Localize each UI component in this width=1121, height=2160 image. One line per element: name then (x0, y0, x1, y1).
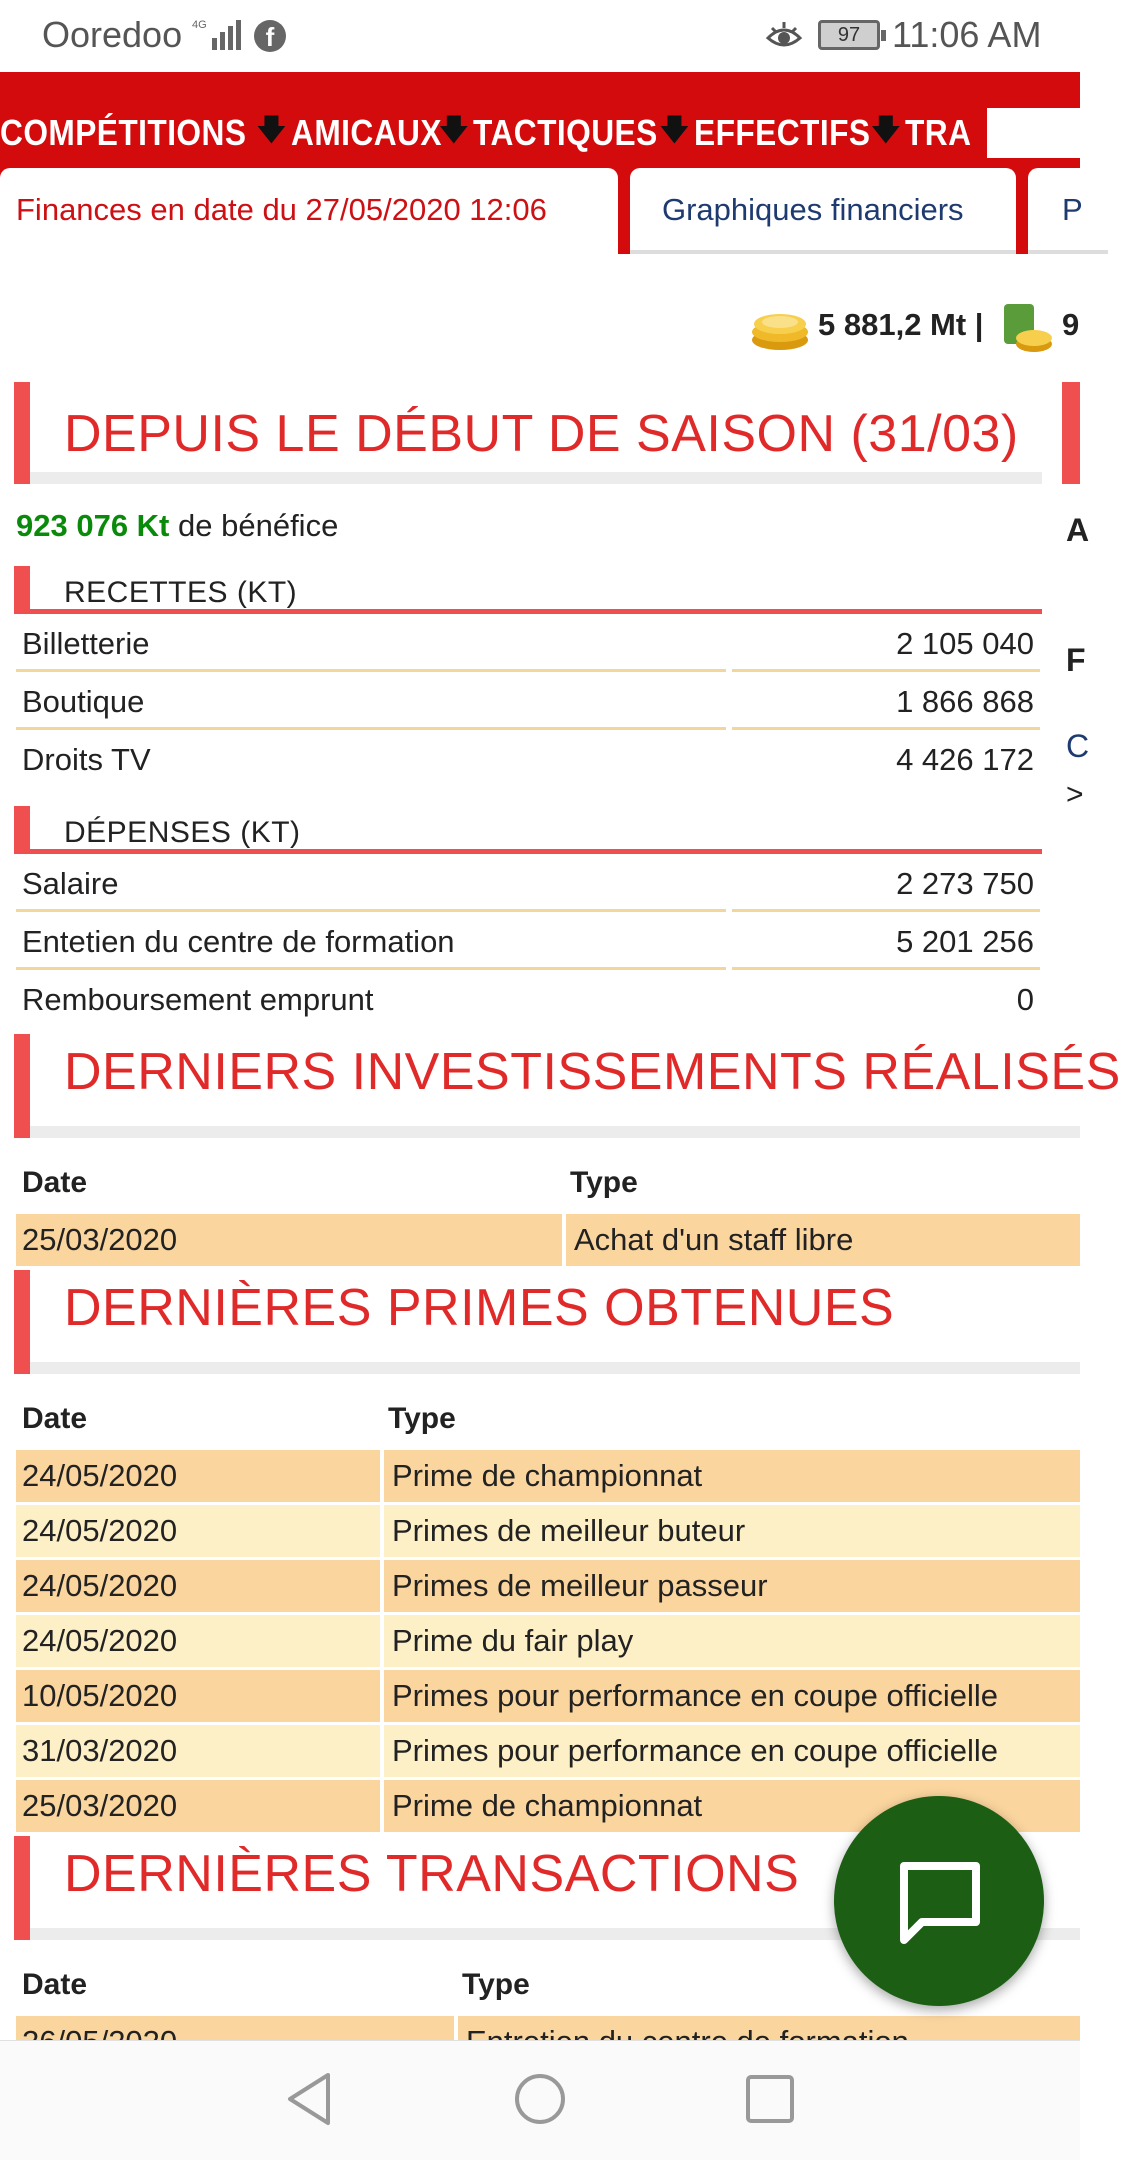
section-accent-bar (14, 1836, 30, 1940)
recettes-header (14, 566, 1042, 614)
column-header-date: Date (22, 1402, 88, 1435)
arrow-down-icon: 🡇 (659, 113, 690, 147)
recette-value: 2 105 040 (896, 626, 1034, 661)
side-letter: F (1066, 642, 1086, 678)
primes-section-header (14, 1270, 1080, 1374)
back-icon[interactable] (284, 2071, 336, 2127)
table-row (16, 1214, 1080, 1266)
table-row (16, 1505, 1080, 1557)
recette-label: Billetterie (22, 626, 150, 661)
row-type: Achat d'un staff libre (566, 1214, 1080, 1266)
tab-finances-label: Finances en date du 27/05/2020 12:06 (16, 192, 547, 227)
network-type: 4G (192, 19, 207, 31)
home-icon[interactable] (512, 2071, 568, 2127)
row-date: 10/05/2020 (16, 1670, 380, 1722)
depenses-header (14, 806, 1042, 854)
row-type: Prime du fair play (384, 1615, 1080, 1667)
recents-icon[interactable] (744, 2073, 796, 2125)
android-nav-bar (0, 2040, 1080, 2160)
row-date: 31/03/2020 (16, 1725, 380, 1777)
status-bar (0, 0, 1080, 72)
second-balance: 9 (1062, 307, 1080, 342)
nav-item-effectifs[interactable]: EFFECTIFS (693, 112, 871, 153)
section-rule (30, 1126, 1080, 1138)
row-date: 25/03/2020 (16, 1780, 380, 1832)
column-header-date: Date (22, 1166, 88, 1199)
table-row (16, 1670, 1080, 1722)
recette-row (16, 614, 1040, 672)
nav-items (0, 108, 987, 158)
nav-item-competitions[interactable]: COMPÉTITIONS (0, 112, 247, 153)
recette-label: Droits TV (22, 742, 151, 777)
side-column-bar (1062, 382, 1080, 484)
investments-title: DERNIERS INVESTISSEMENTS RÉALISÉS (64, 1043, 1121, 1101)
depense-row (16, 854, 1040, 912)
tab-more[interactable] (1028, 168, 1108, 254)
transactions-clip (0, 2016, 1080, 2040)
column-header-type: Type (570, 1166, 638, 1199)
subsection-accent-bar (14, 806, 30, 854)
facebook-icon: f (254, 20, 286, 52)
tab-finances[interactable] (0, 168, 618, 254)
depense-label: Entetien du centre de formation (22, 924, 455, 959)
column-header-date: Date (22, 1968, 88, 2001)
table-row (16, 1615, 1080, 1667)
season-section-header (14, 382, 1042, 484)
row-type: Primes de meilleur buteur (384, 1505, 1080, 1557)
depenses-title: DÉPENSES (KT) (64, 816, 301, 849)
side-link[interactable]: C (1066, 728, 1090, 764)
table-row (16, 1560, 1080, 1612)
nav-item-tactiques[interactable]: TACTIQUES (473, 112, 658, 153)
row-type: Prime de championnat (384, 1450, 1080, 1502)
recette-label: Boutique (22, 684, 145, 719)
section-rule (30, 472, 1042, 484)
row-date: 25/03/2020 (16, 1214, 562, 1266)
row-date: 24/05/2020 (16, 1505, 380, 1557)
primes-title: DERNIÈRES PRIMES OBTENUES (64, 1279, 895, 1337)
main-nav-bar (0, 72, 1080, 158)
column-header-type: Type (388, 1402, 456, 1435)
arrow-down-icon: 🡇 (256, 113, 287, 147)
depense-value: 0 (1016, 982, 1034, 1017)
section-accent-bar (14, 1270, 30, 1374)
depense-value: 5 201 256 (896, 924, 1034, 959)
column-header-type: Type (462, 1968, 530, 2001)
tab-bar (0, 158, 1083, 254)
coins-icon (750, 304, 810, 352)
side-letter: > (1066, 778, 1084, 811)
money-bag-icon (998, 300, 1054, 356)
profit-value: 923 076 Kt (16, 508, 170, 543)
nav-item-transferts[interactable]: TRA (905, 112, 972, 153)
row-date: 24/05/2020 (16, 1615, 380, 1667)
section-rule (30, 1362, 1080, 1374)
investments-section-header (14, 1034, 1121, 1138)
season-title: DEPUIS LE DÉBUT DE SAISON (31/03) (64, 405, 1019, 463)
depense-label: Salaire (22, 866, 119, 901)
status-clock: 11:06 AM (892, 14, 1042, 55)
row-date: 24/05/2020 (16, 1560, 380, 1612)
recette-value: 4 426 172 (896, 742, 1034, 777)
arrow-down-icon: 🡇 (438, 113, 470, 147)
side-letter: A (1066, 512, 1090, 548)
profit-label: de bénéfice (178, 508, 339, 543)
table-row (16, 1450, 1080, 1502)
row-type: Primes de meilleur passeur (384, 1560, 1080, 1612)
table-row (16, 1725, 1080, 1777)
chat-button[interactable] (834, 1796, 1044, 2006)
section-accent-bar (14, 382, 30, 484)
tab-financial-charts-label: Graphiques financiers (662, 192, 964, 227)
arrow-down-icon: 🡇 (870, 113, 902, 147)
row-type: Primes pour performance en coupe officielle (384, 1670, 1080, 1722)
row-type: Primes pour performance en coupe officielle (384, 1725, 1080, 1777)
nav-item-amicaux[interactable]: AMICAUX (290, 112, 442, 153)
eye-comfort-icon (764, 18, 804, 54)
recette-row (16, 672, 1040, 730)
recette-value: 1 866 868 (896, 684, 1034, 719)
money-balance: 5 881,2 Mt | (818, 307, 984, 342)
transactions-title: DERNIÈRES TRANSACTIONS (64, 1845, 800, 1903)
recette-row (16, 730, 1040, 788)
tab-more-label: P (1062, 192, 1083, 227)
section-accent-bar (14, 1034, 30, 1138)
row-date: 24/05/2020 (16, 1450, 380, 1502)
nav-strip (0, 108, 1080, 158)
depense-label: Remboursement emprunt (22, 982, 374, 1017)
chat-bubble-icon (892, 1854, 988, 1950)
depense-row (16, 970, 1040, 1028)
signal-icon (192, 16, 244, 56)
tab-financial-charts[interactable] (630, 168, 1016, 254)
subsection-accent-bar (14, 566, 30, 614)
battery-indicator: 97 (818, 20, 880, 50)
carrier-name: Ooredoo (42, 14, 183, 55)
depense-value: 2 273 750 (896, 866, 1034, 901)
recettes-title: RECETTES (KT) (64, 576, 298, 609)
depense-row (16, 912, 1040, 970)
row-type: Prime de championnat (384, 1780, 1080, 1832)
profit-line (16, 508, 338, 544)
